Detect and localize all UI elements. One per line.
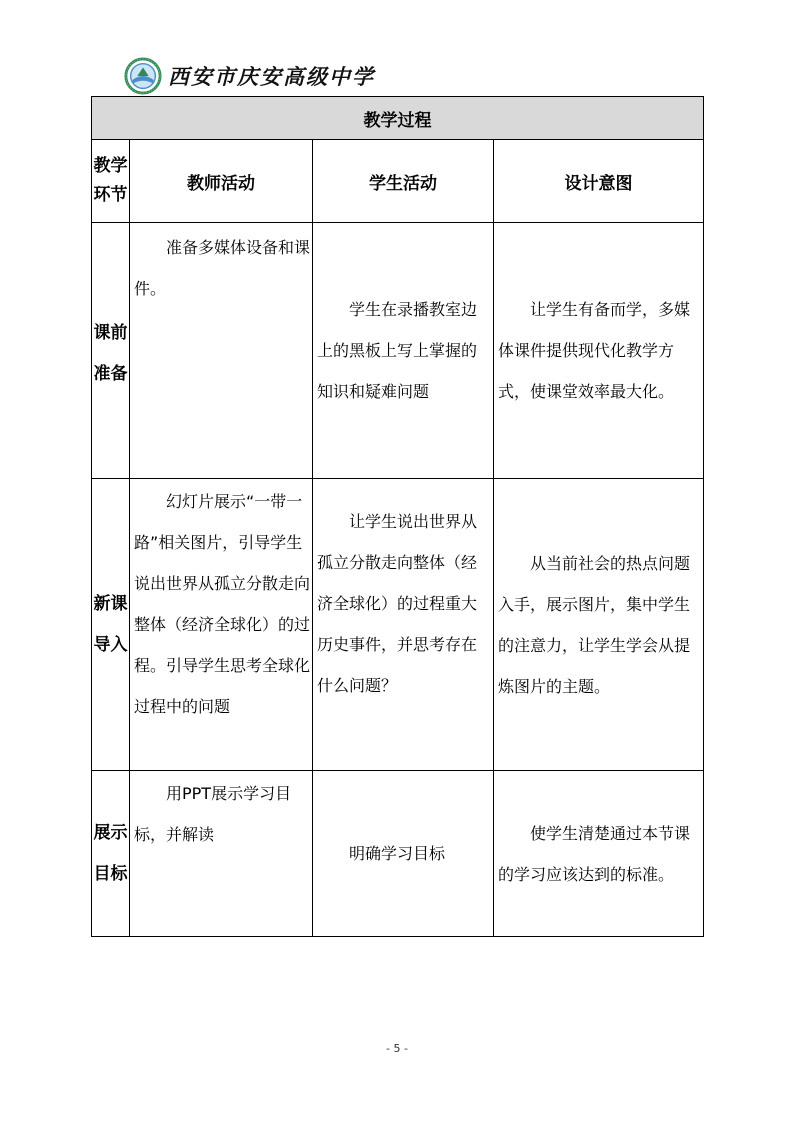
- design-intent-text: 从当前社会的热点问题入手，展示图片，集中学生的注意力，让学生学会从提炼图片的主题。: [498, 553, 691, 696]
- stage-cell: 课前准备: [92, 223, 130, 479]
- stage-cell: 展示目标: [92, 771, 130, 937]
- teacher-activity-text: 幻灯片展示“一带一路”相关图片，引导学生说出世界从孤立分散走向整体（经济全球化）的过程。引导学生思考全球化过程中的问题: [134, 492, 311, 716]
- student-activity-text: 让学生说出世界从孤立分散走向整体（经济全球化）的过程重大历史事件，并思考存在什么问题？: [317, 512, 478, 695]
- design-intent-cell: [494, 771, 704, 937]
- design-intent-text: 使学生清楚通过本节课的学习应该达到的标准。: [498, 823, 691, 884]
- table-row: [92, 223, 704, 479]
- table-header-row: [92, 140, 704, 223]
- student-activity-cell: [313, 479, 494, 771]
- teaching-process-table: [91, 96, 704, 937]
- student-activity-text: 明确学习目标: [349, 844, 446, 863]
- page-number: - 5 -: [386, 1042, 408, 1055]
- column-header-stage: 教学环节: [92, 140, 130, 223]
- school-emblem-icon: [124, 57, 162, 95]
- table-row: [92, 479, 704, 771]
- table-row: [92, 771, 704, 937]
- document-header: [124, 56, 375, 96]
- table-title-row: [92, 97, 704, 140]
- column-header-teacher: 教师活动: [130, 140, 313, 223]
- design-intent-cell: [494, 223, 704, 479]
- table-title: 教学过程: [92, 97, 704, 140]
- column-header-student: 学生活动: [313, 140, 494, 223]
- student-activity-text: 学生在录播教室边上的黑板上写上掌握的知识和疑难问题: [317, 300, 478, 401]
- teacher-activity-text: 准备多媒体设备和课件。: [134, 238, 311, 298]
- design-intent-text: 让学生有备而学，多媒体课件提供现代化教学方式，使课堂效率最大化。: [498, 300, 691, 401]
- design-intent-cell: [494, 479, 704, 771]
- student-activity-cell: [313, 771, 494, 937]
- teacher-activity-cell: [130, 223, 313, 479]
- column-header-intent: 设计意图: [494, 140, 704, 223]
- teacher-activity-cell: [130, 771, 313, 937]
- stage-cell: 新课导入: [92, 479, 130, 771]
- teacher-activity-text: 用PPT展示学习目标，并解读: [134, 784, 292, 844]
- school-name: 西安市庆安高级中学: [168, 64, 375, 89]
- teacher-activity-cell: [130, 479, 313, 771]
- student-activity-cell: [313, 223, 494, 479]
